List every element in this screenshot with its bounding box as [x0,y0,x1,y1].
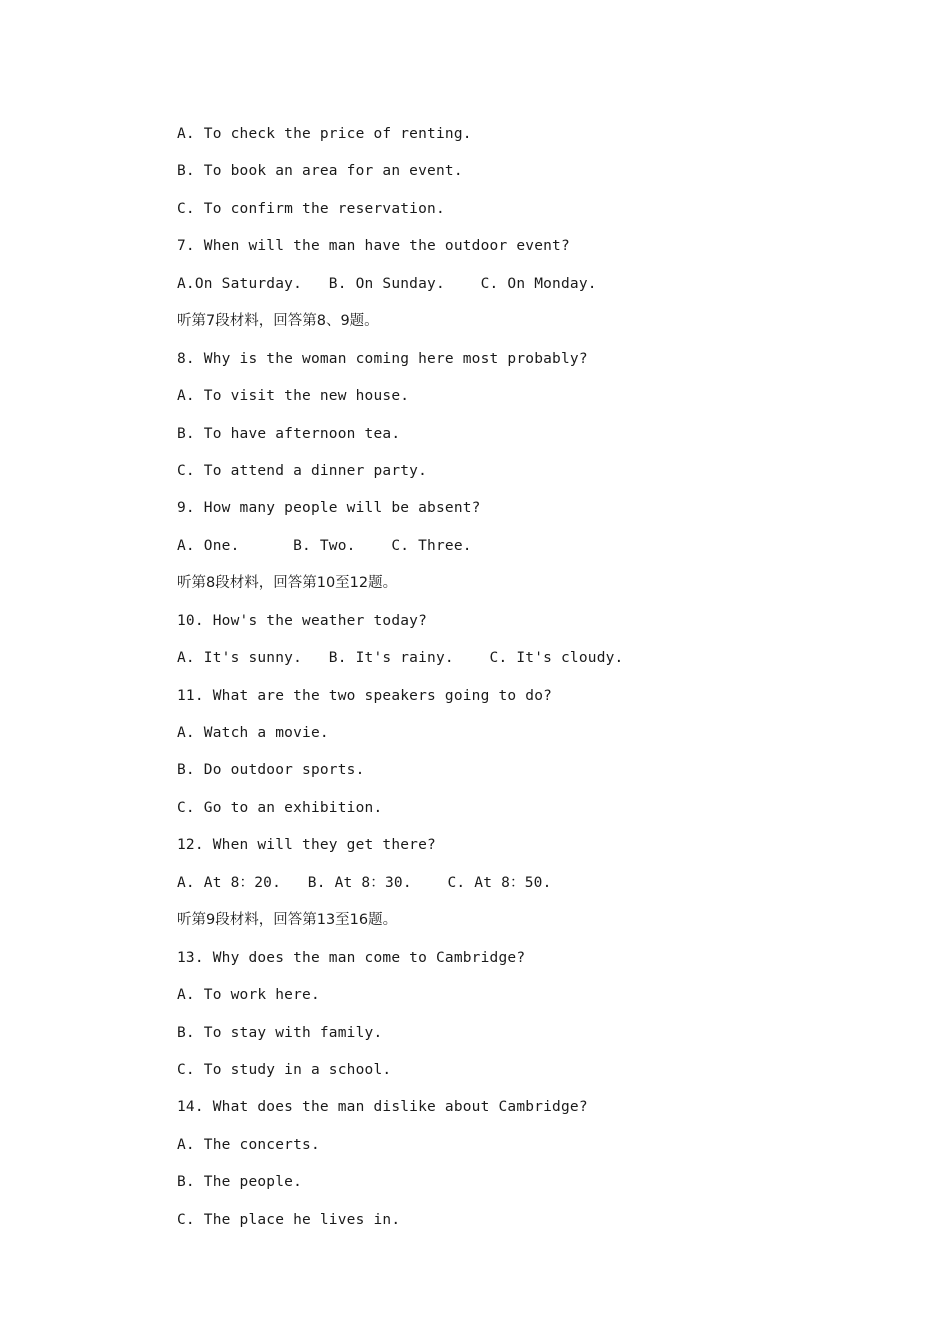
option-c-q11: C. Go to an exhibition. [177,799,383,816]
question-10: 10. How's the weather today? [177,612,428,629]
question-8: 8. Why is the woman coming here most probably? [177,350,588,367]
question-text-block [177,123,877,1246]
options-q7: A.On Saturday. B. On Sunday. C. On Monday. [177,275,597,292]
options-q10: A. It's sunny. B. It's rainy. C. It's cloudy. [177,650,624,667]
option-b-q14: B. The people. [177,1174,303,1191]
question-12: 12. When will they get there? [177,837,436,854]
option-c-q13: C. To study in a school. [177,1061,392,1078]
option-b-q8: B. To have afternoon tea. [177,425,401,442]
option-a-q11: A. Watch a movie. [177,725,329,741]
option-a-q13: A. To work here. [177,987,320,1004]
option-a-q8: A. To visit the new house. [177,388,410,405]
section-heading-8: 听第8段材料，回答第10至12题。 [177,575,398,592]
option-a-q6: A. To check the price of renting. [177,126,472,142]
question-9: 9. How many people will be absent? [177,500,481,517]
option-b-q6: B. To book an area for an event. [177,163,463,180]
question-11: 11. What are the two speakers going to do? [177,687,553,704]
section-heading-9: 听第9段材料，回答第13至16题。 [177,912,398,929]
section-heading-7: 听第7段材料，回答第8、9题。 [177,313,379,330]
options-q9: A. One. B. Two. C. Three. [177,537,472,554]
option-c-q8: C. To attend a dinner party. [177,462,428,479]
question-14: 14. What does the man dislike about Cambridge? [177,1099,588,1116]
question-13: 13. Why does the man come to Cambridge? [177,949,526,966]
options-q12: A. At 8：20. B. At 8：30. C. At 8：50. [177,874,552,891]
option-c-q6: C. To confirm the reservation. [177,200,445,217]
option-b-q13: B. To stay with family. [177,1024,383,1041]
option-b-q11: B. Do outdoor sports. [177,762,365,779]
option-c-q14: C. The place he lives in. [177,1211,401,1228]
question-7: 7. When will the man have the outdoor event? [177,238,570,255]
option-a-q14: A. The concerts. [177,1136,320,1153]
